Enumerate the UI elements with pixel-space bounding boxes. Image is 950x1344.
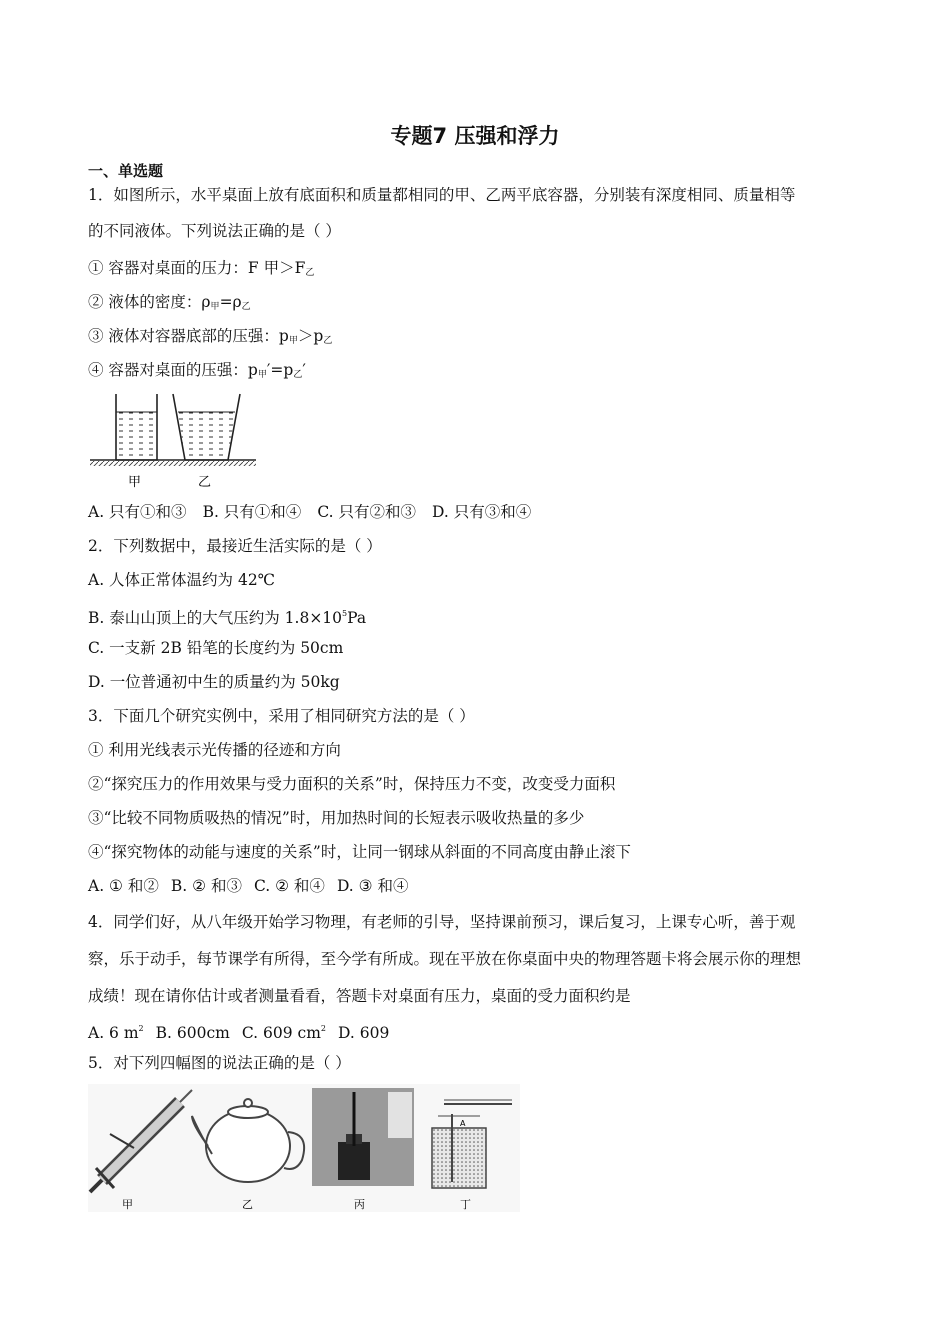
container-yi-liquid — [178, 412, 235, 460]
q1-s2-text: ② 液体的密度：ρ — [88, 293, 211, 311]
q1-s4-text: ④ 容器对桌面的压强：p — [88, 361, 258, 379]
q1-text-line-1: 1．如图所示，水平桌面上放有底面积和质量都相同的甲、乙两平底容器，分别装有深度相同、质量相等 — [88, 186, 796, 204]
q1-statement-4 — [88, 360, 306, 385]
q1-option-a[interactable]: A. 只有①和③ — [88, 503, 187, 521]
q2-b-post: Pa — [347, 609, 367, 627]
q1-option-c[interactable]: C. 只有②和③ — [317, 503, 416, 521]
q2-text: 2．下列数据中，最接近生活实际的是（ ） — [88, 537, 382, 555]
q3-statement-3: ③“比较不同物质吸热的情况”时，用加热时间的长短表示吸收热量的多少 — [88, 809, 585, 827]
q4-option-c-text: C. 609 cm — [241, 1024, 321, 1042]
q1-s3-sub2: 乙 — [323, 336, 333, 346]
q3-statement-4: ④“探究物体的动能与速度的关系”时，让同一钢球从斜面的不同高度由静止滚下 — [88, 843, 631, 861]
q4-option-a-text: A. 6 m — [88, 1024, 139, 1042]
q1-s4-end: ′ — [302, 361, 306, 379]
q3-statement-1: ① 利用光线表示光传播的径迹和方向 — [88, 741, 341, 759]
label-jia: 甲 — [128, 475, 142, 490]
q1-options — [88, 502, 531, 522]
q1-option-b[interactable]: B. 只有①和④ — [202, 503, 302, 521]
q4-option-c-sup: 2 — [320, 1024, 327, 1033]
q2-option-b[interactable] — [88, 604, 366, 628]
q4-options — [88, 1019, 389, 1043]
q1-s1-text: ① 容器对桌面的压力：F 甲＞F — [88, 259, 306, 277]
q4-option-d[interactable]: D. 609 — [338, 1024, 390, 1042]
q4-text-line-2: 察，乐于动手，每节课学有所得，至今学有所成。现在平放在你桌面中央的物理答题卡将会展示你的理想 — [88, 950, 802, 968]
fig-label-yi: 乙 — [242, 1198, 253, 1211]
bottle-figure — [312, 1088, 414, 1186]
q4-text-line-3: 成绩！现在请你估计或者测量看看，答题卡对桌面有压力，桌面的受力面积约是 — [88, 987, 631, 1005]
q1-s4-mid: ′=p — [266, 361, 294, 379]
q1-option-d[interactable]: D. 只有③和④ — [431, 503, 532, 521]
q4-option-b[interactable]: B. 600cm — [155, 1024, 230, 1042]
q1-s3-text: ③ 液体对容器底部的压强：p — [88, 327, 289, 345]
q3-statement-2: ②“探究压力的作用效果与受力面积的关系”时，保持压力不变，改变受力面积 — [88, 775, 616, 793]
container-jia-liquid — [116, 412, 157, 460]
page-title: 专题7 压强和浮力 — [390, 124, 560, 148]
q4-option-a-sup: 2 — [138, 1024, 144, 1033]
q4-text-line-1: 4．同学们好，从八年级开始学习物理，有老师的引导，坚持课前预习，课后复习，上课专心听，善于观 — [88, 913, 796, 931]
q2-option-c[interactable]: C. 一支新 2B 铅笔的长度约为 50cm — [88, 639, 344, 657]
fig-label-jia: 甲 — [122, 1198, 133, 1211]
q1-s2-sub1: 甲 — [210, 302, 220, 312]
q1-s3-sub1: 甲 — [288, 336, 298, 346]
q2-option-d[interactable]: D. 一位普通初中生的质量约为 50kg — [88, 673, 340, 691]
beaker-label-a: A — [460, 1119, 466, 1128]
q5-text: 5．对下列四幅图的说法正确的是（ ） — [88, 1054, 351, 1072]
q3-options — [88, 876, 409, 896]
q1-s1-sub: 乙 — [305, 268, 315, 278]
q3-option-b[interactable]: B. ② 和③ — [170, 877, 242, 895]
q1-statement-2 — [88, 292, 251, 317]
q1-s4-sub1: 甲 — [257, 370, 267, 380]
q1-text-line-2: 的不同液体。下列说法正确的是（ ） — [88, 222, 341, 240]
q2-b-pre: B. 泰山山顶上的大气压约为 1.8×10 — [88, 609, 343, 627]
q3-option-a[interactable]: A. ① 和② — [88, 877, 159, 895]
label-yi: 乙 — [198, 475, 212, 490]
q5-figures — [88, 1084, 520, 1212]
q2-option-a[interactable]: A. 人体正常体温约为 42℃ — [88, 571, 276, 589]
fig-label-bing: 丙 — [354, 1198, 365, 1211]
section-heading: 一、单选题 — [88, 162, 164, 180]
q1-statement-3 — [88, 326, 332, 351]
q1-container-figure — [88, 392, 260, 492]
q1-statement-1 — [88, 258, 314, 283]
q3-option-d[interactable]: D. ③ 和④ — [336, 877, 409, 895]
q3-text: 3．下面几个研究实例中，采用了相同研究方法的是（ ） — [88, 707, 475, 725]
q3-option-c[interactable]: C. ② 和④ — [253, 877, 325, 895]
q4-option-c[interactable] — [242, 1024, 326, 1042]
q1-s2-sub2: 乙 — [241, 302, 251, 312]
fig-label-ding: 丁 — [460, 1198, 471, 1211]
q1-s3-mid: ＞p — [297, 327, 324, 345]
q1-s2-mid: =ρ — [219, 293, 242, 311]
q1-s4-sub2: 乙 — [293, 370, 303, 380]
q4-option-a[interactable] — [88, 1024, 144, 1042]
q2-b-sup: 5 — [342, 609, 348, 618]
